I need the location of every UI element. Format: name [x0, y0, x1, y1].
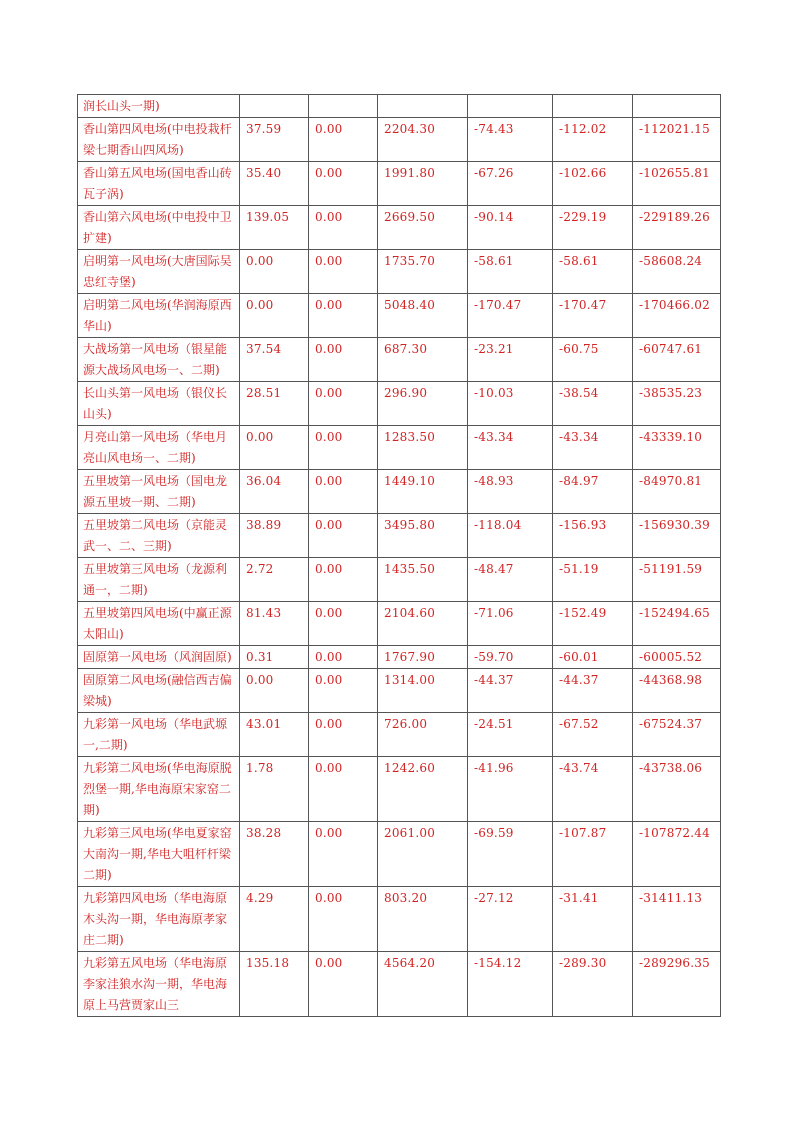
value-cell-4: -58.61	[468, 250, 553, 294]
value-cell-4: -27.12	[468, 887, 553, 952]
wind-farm-name-cell: 九彩第五风电场（华电海原李家洼狼水沟一期，华电海原上马营贾家山三	[78, 952, 240, 1017]
value-cell-1: 0.00	[240, 669, 309, 713]
wind-farm-name-cell: 五里坡第三风电场（龙源利通一，二期)	[78, 558, 240, 602]
value-cell-2: 0.00	[309, 382, 378, 426]
value-cell-1: 0.31	[240, 646, 309, 669]
table-row	[78, 250, 721, 294]
value-cell-1: 38.28	[240, 822, 309, 887]
value-cell-2: 0.00	[309, 470, 378, 514]
table-row	[78, 558, 721, 602]
value-cell-6: -229189.26	[633, 206, 721, 250]
value-cell-2: 0.00	[309, 558, 378, 602]
value-cell-5: -43.74	[553, 757, 633, 822]
value-cell-2: 0.00	[309, 822, 378, 887]
value-cell-3: 5048.40	[378, 294, 468, 338]
value-cell-2: 0.00	[309, 426, 378, 470]
value-cell-2: 0.00	[309, 514, 378, 558]
value-cell-3: 1991.80	[378, 162, 468, 206]
value-cell-3: 296.90	[378, 382, 468, 426]
value-cell-3: 2104.60	[378, 602, 468, 646]
value-cell-5: -289.30	[553, 952, 633, 1017]
table-row	[78, 382, 721, 426]
table-row	[78, 514, 721, 558]
value-cell-6: -38535.23	[633, 382, 721, 426]
data-table	[77, 94, 721, 1017]
value-cell-2: 0.00	[309, 338, 378, 382]
wind-farm-name-cell: 润长山头一期)	[78, 95, 240, 118]
table-row	[78, 338, 721, 382]
value-cell-5: -60.75	[553, 338, 633, 382]
wind-farm-name-cell: 五里坡第一风电场（国电龙源五里坡一期、二期)	[78, 470, 240, 514]
value-cell-3: 1449.10	[378, 470, 468, 514]
value-cell-5: -60.01	[553, 646, 633, 669]
value-cell-6: -67524.37	[633, 713, 721, 757]
table-body	[78, 95, 721, 1017]
value-cell-1: 36.04	[240, 470, 309, 514]
wind-farm-name-cell: 九彩第一风电场（华电武塬一,二期)	[78, 713, 240, 757]
wind-farm-name-cell: 长山头第一风电场（银仪长山头)	[78, 382, 240, 426]
value-cell-3: 726.00	[378, 713, 468, 757]
value-cell-1: 1.78	[240, 757, 309, 822]
value-cell-4: -44.37	[468, 669, 553, 713]
value-cell-4: -10.03	[468, 382, 553, 426]
value-cell-3: 3495.80	[378, 514, 468, 558]
wind-farm-name-cell: 五里坡第四风电场(中赢正源太阳山)	[78, 602, 240, 646]
value-cell-4	[468, 95, 553, 118]
value-cell-5: -38.54	[553, 382, 633, 426]
value-cell-5: -43.34	[553, 426, 633, 470]
value-cell-2: 0.00	[309, 294, 378, 338]
value-cell-6: -51191.59	[633, 558, 721, 602]
table-row	[78, 952, 721, 1017]
value-cell-1: 0.00	[240, 250, 309, 294]
value-cell-1: 0.00	[240, 294, 309, 338]
value-cell-6: -60005.52	[633, 646, 721, 669]
value-cell-6: -170466.02	[633, 294, 721, 338]
value-cell-6: -44368.98	[633, 669, 721, 713]
value-cell-4: -71.06	[468, 602, 553, 646]
value-cell-3: 1242.60	[378, 757, 468, 822]
value-cell-5: -152.49	[553, 602, 633, 646]
value-cell-2: 0.00	[309, 602, 378, 646]
wind-farm-name-cell: 大战场第一风电场（银星能源大战场风电场一、二期)	[78, 338, 240, 382]
wind-farm-name-cell: 固原第一风电场（风润固原)	[78, 646, 240, 669]
value-cell-1: 37.54	[240, 338, 309, 382]
value-cell-6: -84970.81	[633, 470, 721, 514]
wind-farm-name-cell: 九彩第四风电场（华电海原木头沟一期，华电海原孝家庄二期)	[78, 887, 240, 952]
value-cell-3: 1767.90	[378, 646, 468, 669]
value-cell-2: 0.00	[309, 206, 378, 250]
value-cell-3	[378, 95, 468, 118]
value-cell-6: -43738.06	[633, 757, 721, 822]
value-cell-5: -102.66	[553, 162, 633, 206]
value-cell-6: -289296.35	[633, 952, 721, 1017]
value-cell-1: 81.43	[240, 602, 309, 646]
table-row	[78, 470, 721, 514]
value-cell-4: -69.59	[468, 822, 553, 887]
value-cell-1: 35.40	[240, 162, 309, 206]
table-row	[78, 426, 721, 470]
value-cell-5: -58.61	[553, 250, 633, 294]
value-cell-6: -152494.65	[633, 602, 721, 646]
value-cell-6	[633, 95, 721, 118]
value-cell-1: 4.29	[240, 887, 309, 952]
value-cell-4: -67.26	[468, 162, 553, 206]
value-cell-1: 37.59	[240, 118, 309, 162]
value-cell-3: 1283.50	[378, 426, 468, 470]
value-cell-1: 2.72	[240, 558, 309, 602]
value-cell-3: 1735.70	[378, 250, 468, 294]
wind-farm-name-cell: 固原第二风电场(融信西吉偏梁城)	[78, 669, 240, 713]
value-cell-5: -67.52	[553, 713, 633, 757]
value-cell-6: -156930.39	[633, 514, 721, 558]
value-cell-6: -112021.15	[633, 118, 721, 162]
wind-farm-name-cell: 九彩第三风电场(华电夏家窑大南沟一期,华电大咀杆杆梁二期)	[78, 822, 240, 887]
value-cell-1: 139.05	[240, 206, 309, 250]
value-cell-2	[309, 95, 378, 118]
table-row	[78, 713, 721, 757]
value-cell-5: -170.47	[553, 294, 633, 338]
value-cell-5: -51.19	[553, 558, 633, 602]
value-cell-4: -48.93	[468, 470, 553, 514]
value-cell-5	[553, 95, 633, 118]
value-cell-5: -229.19	[553, 206, 633, 250]
value-cell-4: -41.96	[468, 757, 553, 822]
value-cell-6: -60747.61	[633, 338, 721, 382]
table-row	[78, 887, 721, 952]
value-cell-4: -23.21	[468, 338, 553, 382]
value-cell-6: -43339.10	[633, 426, 721, 470]
table-row	[78, 95, 721, 118]
value-cell-3: 2204.30	[378, 118, 468, 162]
value-cell-2: 0.00	[309, 952, 378, 1017]
value-cell-4: -90.14	[468, 206, 553, 250]
table-row	[78, 757, 721, 822]
value-cell-5: -44.37	[553, 669, 633, 713]
table-row	[78, 822, 721, 887]
value-cell-4: -59.70	[468, 646, 553, 669]
value-cell-2: 0.00	[309, 162, 378, 206]
value-cell-1: 0.00	[240, 426, 309, 470]
value-cell-5: -156.93	[553, 514, 633, 558]
value-cell-3: 803.20	[378, 887, 468, 952]
value-cell-5: -84.97	[553, 470, 633, 514]
wind-farm-name-cell: 月亮山第一风电场（华电月亮山风电场一、二期)	[78, 426, 240, 470]
value-cell-3: 1314.00	[378, 669, 468, 713]
value-cell-6: -107872.44	[633, 822, 721, 887]
value-cell-3: 4564.20	[378, 952, 468, 1017]
value-cell-5: -31.41	[553, 887, 633, 952]
wind-farm-name-cell: 九彩第二风电场(华电海原脱烈堡一期,华电海原宋家窑二期)	[78, 757, 240, 822]
table-row	[78, 294, 721, 338]
value-cell-2: 0.00	[309, 713, 378, 757]
value-cell-2: 0.00	[309, 887, 378, 952]
value-cell-2: 0.00	[309, 250, 378, 294]
wind-farm-name-cell: 启明第一风电场(大唐国际吴忠红寺堡)	[78, 250, 240, 294]
value-cell-3: 1435.50	[378, 558, 468, 602]
table-row	[78, 646, 721, 669]
value-cell-4: -24.51	[468, 713, 553, 757]
table-row	[78, 206, 721, 250]
value-cell-6: -31411.13	[633, 887, 721, 952]
value-cell-1: 135.18	[240, 952, 309, 1017]
table-row	[78, 118, 721, 162]
wind-farm-name-cell: 启明第二风电场(华润海原西华山)	[78, 294, 240, 338]
value-cell-2: 0.00	[309, 757, 378, 822]
value-cell-4: -118.04	[468, 514, 553, 558]
wind-farm-name-cell: 香山第五风电场(国电香山砖瓦子涡)	[78, 162, 240, 206]
value-cell-3: 2061.00	[378, 822, 468, 887]
table-row	[78, 669, 721, 713]
value-cell-3: 687.30	[378, 338, 468, 382]
value-cell-2: 0.00	[309, 118, 378, 162]
value-cell-2: 0.00	[309, 646, 378, 669]
table-row	[78, 602, 721, 646]
value-cell-4: -170.47	[468, 294, 553, 338]
value-cell-6: -58608.24	[633, 250, 721, 294]
value-cell-1	[240, 95, 309, 118]
value-cell-4: -74.43	[468, 118, 553, 162]
value-cell-4: -154.12	[468, 952, 553, 1017]
wind-farm-name-cell: 香山第四风电场(中电投栽杆梁七期香山四风场)	[78, 118, 240, 162]
wind-farm-name-cell: 香山第六风电场(中电投中卫扩建)	[78, 206, 240, 250]
value-cell-1: 38.89	[240, 514, 309, 558]
value-cell-4: -48.47	[468, 558, 553, 602]
value-cell-3: 2669.50	[378, 206, 468, 250]
value-cell-1: 43.01	[240, 713, 309, 757]
value-cell-5: -112.02	[553, 118, 633, 162]
wind-farm-name-cell: 五里坡第二风电场（京能灵武一、二、三期)	[78, 514, 240, 558]
table-row	[78, 162, 721, 206]
value-cell-4: -43.34	[468, 426, 553, 470]
value-cell-2: 0.00	[309, 669, 378, 713]
value-cell-5: -107.87	[553, 822, 633, 887]
value-cell-6: -102655.81	[633, 162, 721, 206]
value-cell-1: 28.51	[240, 382, 309, 426]
